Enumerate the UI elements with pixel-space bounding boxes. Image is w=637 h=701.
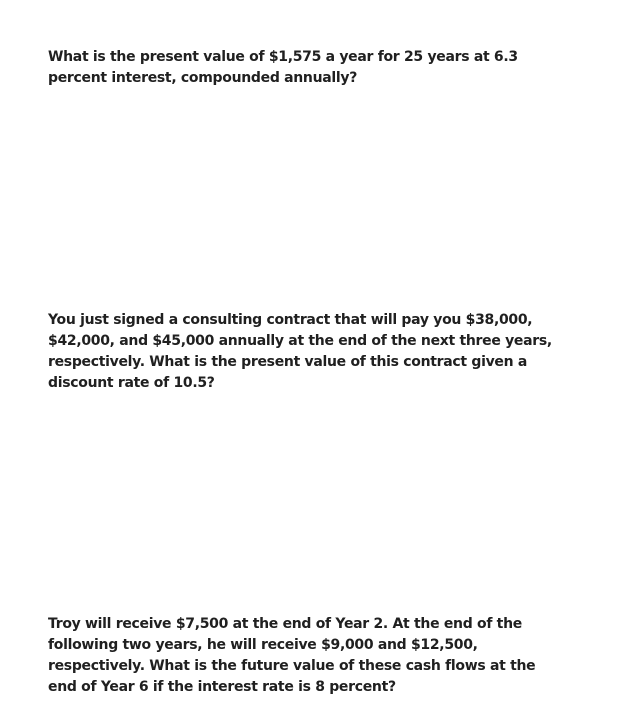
question-2-line-3: respectively. What is the present value of this contract given a (48, 354, 528, 370)
question-2-line-4: discount rate of 10.5? (48, 375, 215, 391)
question-2 (48, 310, 552, 394)
question-1-line-1: What is the present value of $1,575 a year for 25 years at 6.3 (48, 49, 518, 65)
question-2-line-2: $42,000, and $45,000 annually at the end of the next three years, (48, 333, 552, 349)
question-1 (48, 47, 518, 89)
question-1-line-2: percent interest, compounded annually? (48, 70, 358, 86)
question-3 (48, 614, 535, 698)
question-3-line-4: end of Year 6 if the interest rate is 8 percent? (48, 679, 396, 695)
question-3-line-2: following two years, he will receive $9,000 and $12,500, (48, 637, 478, 653)
question-3-line-3: respectively. What is the future value of these cash flows at the (48, 658, 536, 674)
question-3-line-1: Troy will receive $7,500 at the end of Year 2. At the end of the (48, 616, 522, 632)
question-2-line-1: You just signed a consulting contract that will pay you $38,000, (48, 312, 533, 328)
